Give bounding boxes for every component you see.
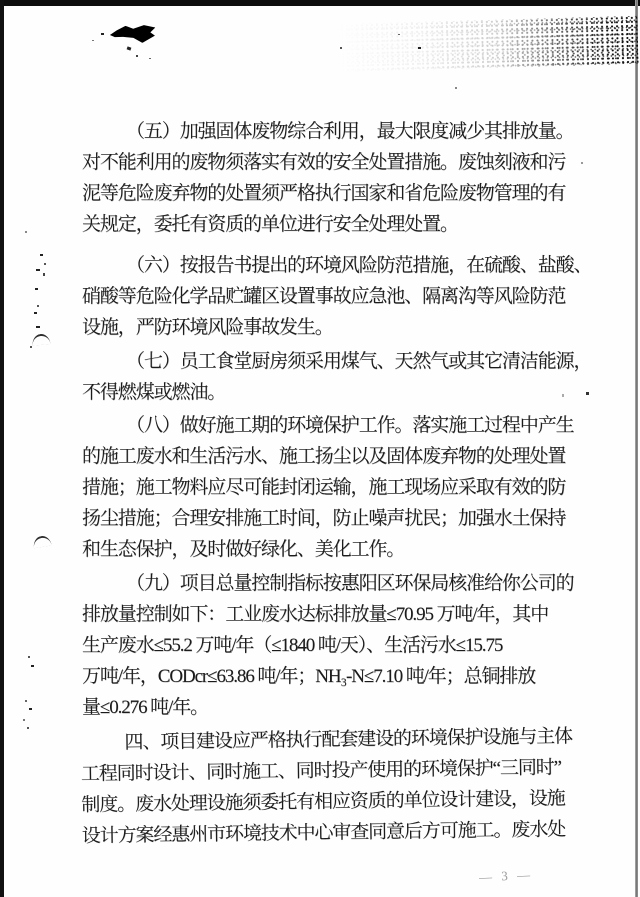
noise-speck — [31, 665, 34, 667]
paragraph-item-8 — [82, 410, 574, 565]
text-line: 不得燃煤或燃油。 — [82, 382, 226, 403]
noise-speck — [418, 47, 421, 49]
paragraph-item-7 — [82, 346, 592, 408]
noise-speck — [23, 719, 25, 721]
noise-speck — [136, 55, 138, 57]
text-line: （九）项目总量控制指标按惠阳区环保局核准给你公司的 — [126, 573, 574, 594]
noise-speck — [398, 34, 400, 35]
noise-speck — [29, 708, 32, 710]
text-line: 措施；施工物料应尽可能封闭运输，施工现场应采取有效的防 — [82, 477, 566, 498]
noise-speck — [36, 326, 40, 328]
noise-speck — [25, 231, 27, 233]
noise-speck — [340, 47, 342, 49]
text-line: 万吨/年，CODcr≤63.86 吨/年；NH₃-N≤7.10 吨/年；总铜排放 — [82, 666, 536, 687]
noise-speck — [149, 58, 151, 59]
pen-arc-mark — [31, 333, 50, 346]
text-line: 的施工废水和生活污水、施工扬尘以及固体废弃物的处理处置 — [82, 446, 566, 467]
text-line: 排放量控制如下：工业废水达标排放量≤70.95 万吨/年，其中 — [82, 604, 549, 625]
noise-speck — [44, 263, 46, 265]
paragraph-item-9 — [82, 568, 574, 723]
pen-arc-mark — [32, 535, 51, 549]
noise-speck — [92, 40, 94, 41]
paragraph-item-5 — [82, 116, 574, 240]
noise-speck — [28, 656, 30, 658]
text-line: 关规定，委托有资质的单位进行安全处理处置。 — [82, 214, 458, 235]
noise-speck — [35, 288, 38, 290]
text-line: （八）做好施工期的环境保护工作。落实施工过程中产生 — [126, 415, 574, 436]
text-line: 泥等危险废弃物的处置须严格执行国家和省危险废物管理的有 — [82, 183, 566, 204]
noise-speck — [101, 33, 104, 35]
text-line: 对不能利用的废物须落实有效的安全处置措施。废蚀刻液和污 — [82, 152, 566, 173]
text-line: 生产废水≤55.2 万吨/年（≤1840 吨/天）、生活污水≤15.75 — [82, 635, 503, 656]
text-line: （六）按报告书提出的环境风险防范措施，在硫酸、盐酸、 — [126, 255, 592, 276]
text-line: 设计方案经惠州市环境技术中心审查同意后方可施工。废水处 — [81, 819, 566, 848]
noise-speck — [127, 46, 132, 50]
scan-edge-left — [0, 0, 4, 897]
paragraph-item-four — [80, 721, 573, 852]
text-line: （七）员工食堂厨房须采用煤气、天然气或其它清洁能源， — [126, 351, 592, 372]
text-line: 工程同时设计、同时施工、同时投产使用的环境保护“三同时” — [80, 757, 562, 786]
text-line: 硝酸等危险化学品贮罐区设置事故应急池、隔离沟等风险防范 — [82, 286, 566, 307]
text-line: 四、项目建设应严格执行配套建设的环境保护设施与主体 — [124, 726, 573, 754]
text-line: （五）加强固体废物综合利用，最大限度减少其排放量。 — [126, 121, 574, 142]
paragraph-item-6 — [82, 250, 592, 343]
scan-edge-top — [0, 0, 640, 6]
noise-speck — [36, 269, 40, 271]
noise-speck — [27, 727, 29, 729]
document-body — [80, 116, 592, 852]
scan-edge-right — [635, 0, 638, 897]
text-line: 扬尘措施；合理安排施工时间，防止噪声扰民；加强水土保持 — [82, 508, 566, 529]
noise-speck — [30, 346, 32, 348]
noise-speck — [34, 312, 37, 314]
noise-speck — [37, 305, 39, 307]
scanner-smudge — [329, 16, 638, 73]
ink-blob-mark — [109, 22, 157, 46]
text-line: 制度。废水处理设施须委托有相应资质的单位设计建设，设施 — [81, 788, 565, 817]
noise-speck — [581, 162, 583, 164]
page-number: — 3 — — [478, 866, 534, 885]
text-line: 量≤0.276 吨/年。 — [82, 697, 209, 718]
noise-speck — [25, 700, 27, 702]
noise-speck — [455, 87, 457, 89]
noise-speck — [40, 254, 43, 256]
noise-speck — [43, 273, 45, 276]
text-line: 设施，严防环境风险事故发生。 — [82, 317, 333, 338]
noise-speck — [586, 392, 589, 395]
text-line: 和生态保护，及时做好绿化、美化工作。 — [82, 539, 405, 560]
